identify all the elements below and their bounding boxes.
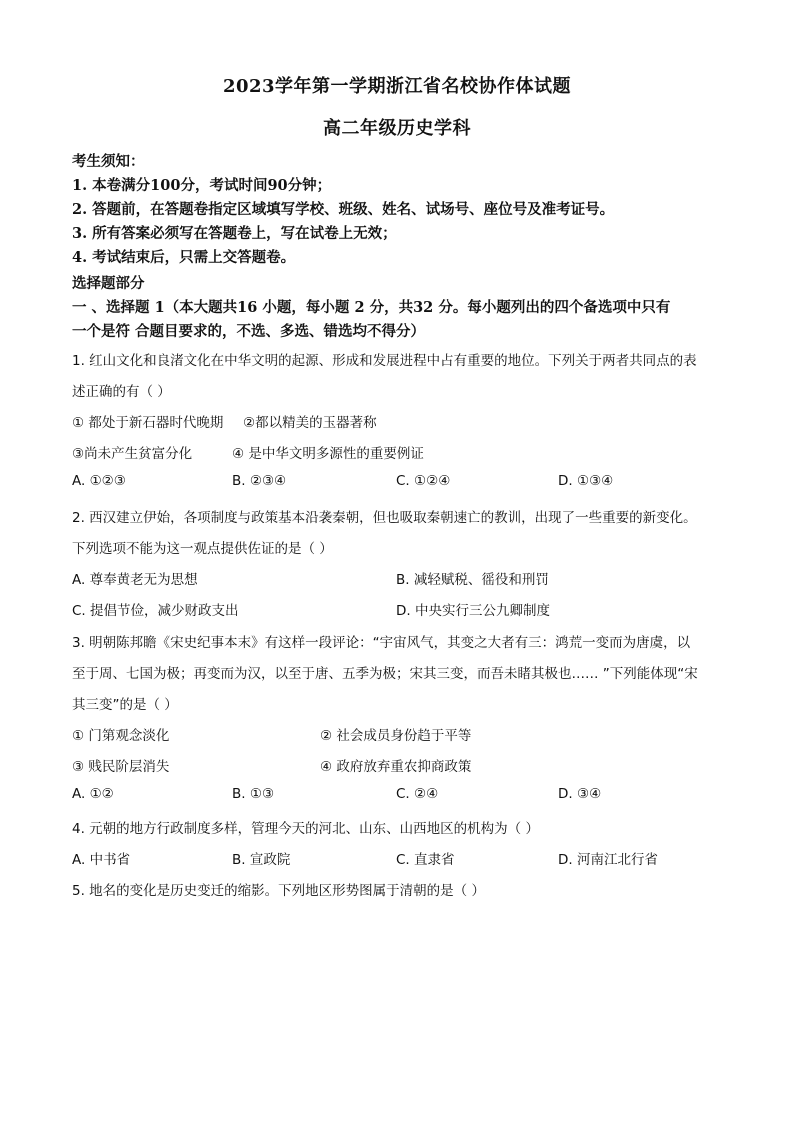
q3-option-c: C. ②④ — [396, 786, 439, 802]
q1-statement-2: ②都以精美的玉器著称 — [243, 415, 377, 431]
q4-option-d: D. 河南江北行省 — [558, 852, 658, 868]
q2-option-b: B. 减轻赋税、徭役和刑罚 — [396, 572, 549, 588]
notice-item-4: 4. 考试结束后，只需上交答题卷。 — [72, 249, 296, 266]
q4-stem-line-1: 4. 元朝的地方行政制度多样，管理今天的河北、山东、山西地区的机构为（ ） — [72, 821, 539, 837]
section-intro-line-2: 一个是符 合题目要求的，不选、多选、错选均不得分） — [72, 323, 426, 340]
notice-item-1: 1. 本卷满分100分，考试时间90分钟； — [72, 177, 332, 194]
q3-statement-2: ② 社会成员身份趋于平等 — [320, 728, 472, 744]
section-label: 选择题部分 — [72, 275, 145, 292]
q1-statement-3: ③尚未产生贫富分化 — [72, 446, 193, 462]
q3-option-b: B. ①③ — [232, 786, 275, 802]
q1-statement-4: ④ 是中华文明多源性的重要例证 — [232, 446, 424, 462]
q4-option-c: C. 直隶省 — [396, 852, 455, 868]
q3-option-d: D. ③④ — [558, 786, 602, 802]
q3-statement-3: ③ 贱民阶层消失 — [72, 759, 170, 775]
section-intro-line-1: 一 、选择题 1（本大题共16 小题，每小题 2 分，共32 分。每小题列出的四个备选项中只有 — [72, 299, 671, 316]
q3-stem-line-2: 至于周、七国为极；再变而为汉，以至于唐、五季为极；宋其三变，而吾未睹其极也…… ”下列能体现“宋 — [72, 666, 698, 682]
q1-stem-line-2: 述正确的有（ ） — [72, 384, 171, 400]
q2-option-d: D. 中央实行三公九卿制度 — [396, 603, 550, 619]
q5-stem-line-1: 5. 地名的变化是历史变迁的缩影。下列地区形势图属于清朝的是（ ） — [72, 883, 485, 899]
notice-heading: 考生须知： — [72, 153, 145, 170]
q3-option-a: A. ①② — [72, 786, 114, 802]
q1-option-b: B. ②③④ — [232, 473, 287, 489]
q1-option-d: D. ①③④ — [558, 473, 614, 489]
q2-option-a: A. 尊奉黄老无为思想 — [72, 572, 198, 588]
exam-subtitle: 高二年级历史学科 — [323, 118, 471, 139]
exam-title: 2023学年第一学期浙江省名校协作体试题 — [222, 76, 572, 97]
q2-option-c: C. 提倡节俭，减少财政支出 — [72, 603, 239, 619]
q3-stem-line-1: 3. 明朝陈邦瞻《宋史纪事本末》有这样一段评论：“宇宙风气，其变之大者有三：鸿荒一变而为唐虞，以 — [72, 635, 691, 651]
q1-option-a: A. ①②③ — [72, 473, 126, 489]
q3-statement-4: ④ 政府放弃重农抑商政策 — [320, 759, 472, 775]
q1-statement-1: ① 都处于新石器时代晚期 — [72, 415, 224, 431]
q3-statement-1: ① 门第观念淡化 — [72, 728, 170, 744]
notice-item-2: 2. 答题前，在答题卷指定区域填写学校、班级、姓名、试场号、座位号及准考证号。 — [72, 201, 615, 218]
q1-option-c: C. ①②④ — [396, 473, 451, 489]
notice-item-3: 3. 所有答案必须写在答题卷上，写在试卷上无效； — [72, 225, 397, 242]
q2-stem-line-2: 下列选项不能为这一观点提供佐证的是（ ） — [72, 541, 333, 557]
q4-option-a: A. 中书省 — [72, 852, 131, 868]
q1-stem-line-1: 1. 红山文化和良渚文化在中华文明的起源、形成和发展进程中占有重要的地位。下列关于两者共同点的表 — [72, 353, 697, 369]
q3-stem-line-3: 其三变”的是（ ） — [72, 697, 178, 713]
q4-option-b: B. 宣政院 — [232, 852, 291, 868]
q2-stem-line-1: 2. 西汉建立伊始，各项制度与政策基本沿袭秦朝，但也吸取秦朝速亡的教训，出现了一些重要的新变化。 — [72, 510, 697, 526]
